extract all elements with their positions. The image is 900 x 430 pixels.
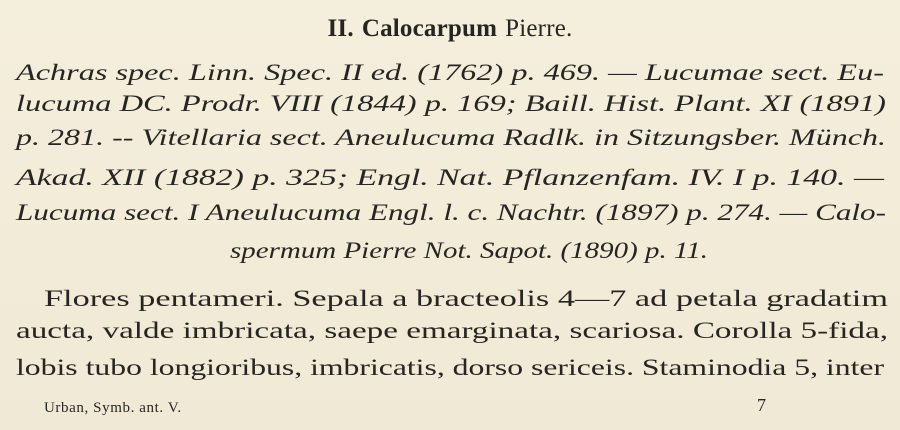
- footer-sheet-number: 7: [757, 395, 766, 415]
- footer-source: Urban, Symb. ant. V.: [44, 400, 182, 416]
- genus-name: Calocarpum: [361, 15, 498, 42]
- genus-heading: [0, 12, 900, 46]
- genus-author: Pierre.: [505, 15, 573, 42]
- genus-numeral: II.: [327, 15, 354, 42]
- synonymy-line-text: Achras spec. Linn. Spec. II ed. (1762) p. 469. — Lucumae sect. Eu-: [16, 60, 884, 85]
- description-line-text: aucta, valde imbricata, saepe emarginata, scariosa. Corolla 5-fida,: [16, 318, 888, 343]
- synonymy-line-text: lucuma DC. Prodr. VIII (1844) p. 169; Baill. Hist. Plant. XI (1891): [16, 91, 886, 116]
- synonymy-line-text: p. 281. -- Vitellaria sect. Aneulucuma Radlk. in Sitzungsber. Münch.: [16, 125, 886, 150]
- description-line-text: lobis tubo longioribus, imbricatis, dorso sericeis. Staminodia 5, inter: [16, 355, 884, 380]
- synonymy-line-text: Lucuma sect. I Aneulucuma Engl. l. c. Nachtr. (1897) p. 274. — Calo-: [16, 200, 886, 225]
- description-line-text: Flores pentameri. Sepala a bracteolis 4—7 ad petala gradatim: [44, 286, 888, 311]
- synonymy-line-text: Akad. XII (1882) p. 325; Engl. Nat. Pflanzenfam. IV. I p. 140. —: [16, 165, 884, 190]
- synonymy-line-text: spermum Pierre Not. Sapot. (1890) p. 11.: [230, 238, 708, 263]
